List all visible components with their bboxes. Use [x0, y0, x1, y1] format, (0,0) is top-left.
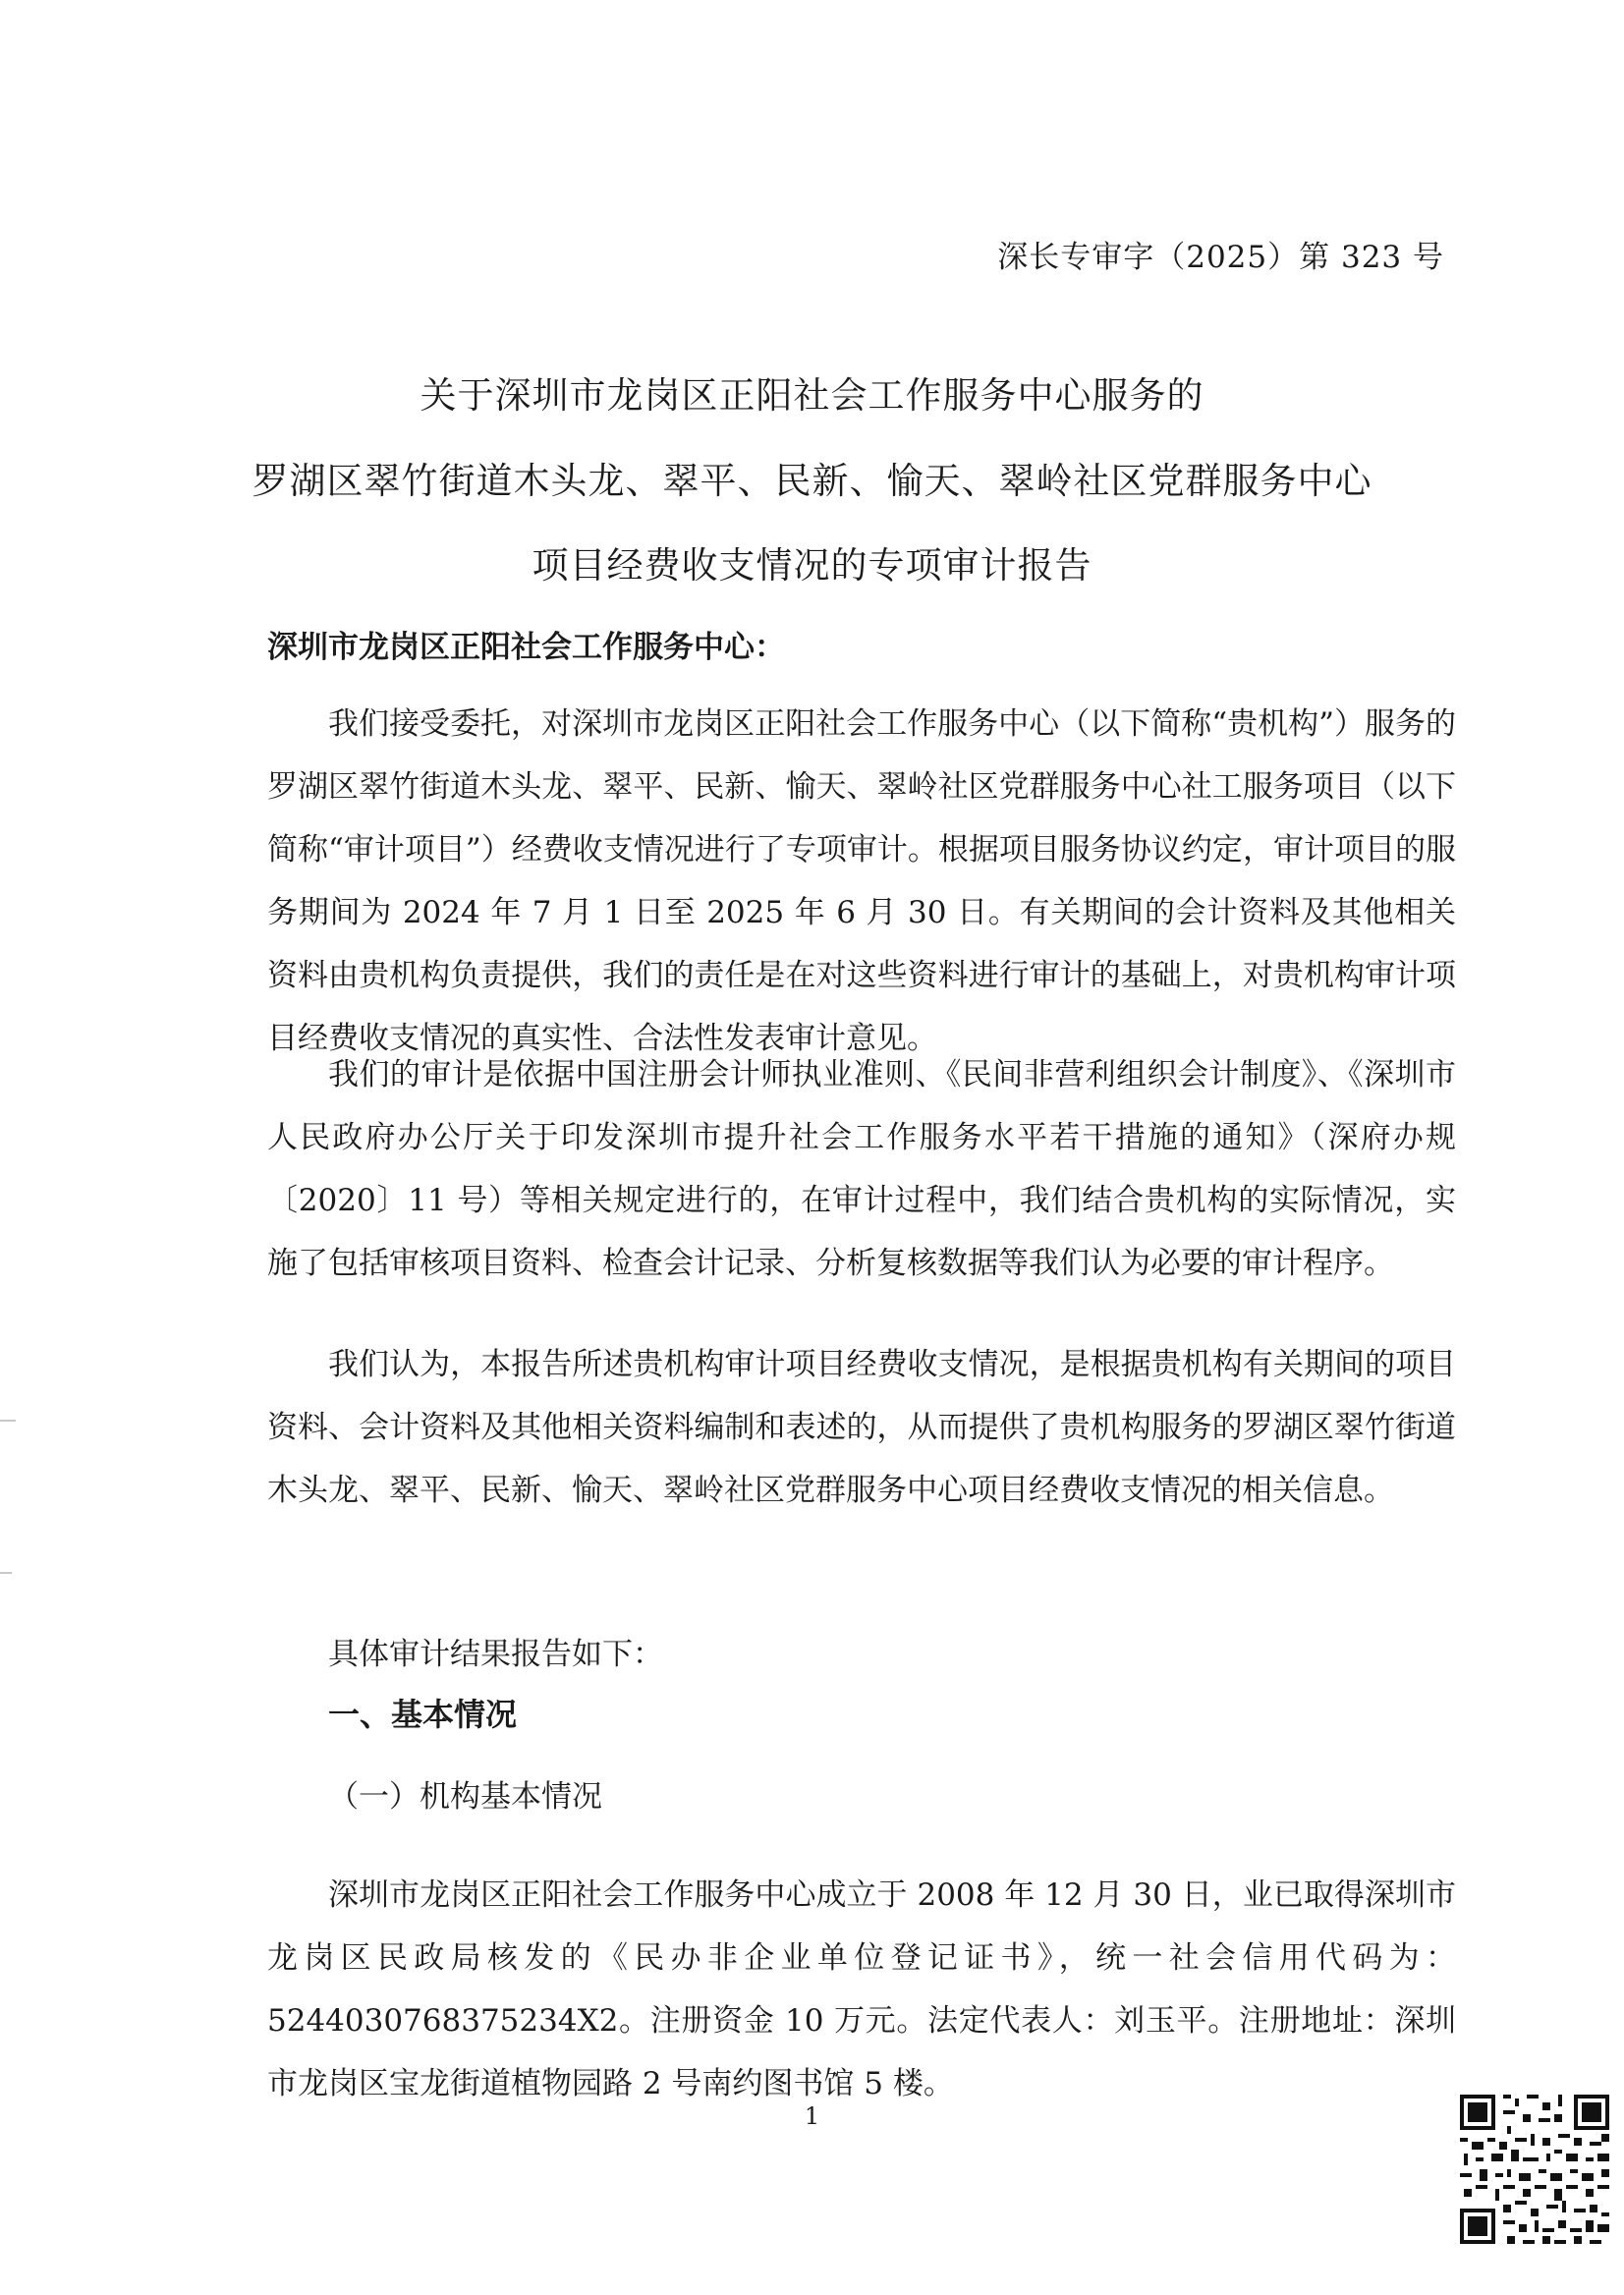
section-heading-basic-info: 一、基本情况 [328, 1696, 518, 1733]
edge-mark-left-1 [0, 1420, 16, 1422]
edge-mark-left-2 [0, 1572, 12, 1574]
doc-number: 深长专审字（2025）第 323 号 [997, 240, 1444, 275]
paragraph-engagement: 我们接受委托，对深圳市龙岗区正阳社会工作服务中心（以下简称“贵机构”）服务的罗湖区翠竹街道木头龙、翠平、民新、愉天、翠岭社区党群服务中心社工服务项目（以下简称“审计项目”）经费收支情况进行了专项审计。根据项目服务协议约定，审计项目的服务期间为 2024 年 7 月 1 日至 2025 年 6 月 30 日。有关期间的会计资料及其他相关资料由贵机构负责提供，我们的责任是在对这些资料进行审计的基础上，对贵机构审计项目经费收支情况的真实性、合法性发表审计意见。 [267, 706, 1456, 1056]
subsection-heading-org-info: （一）机构基本情况 [328, 1779, 602, 1815]
paragraph-results-intro: 具体审计结果报告如下： [328, 1637, 663, 1672]
qr-code-icon [1456, 2091, 1613, 2248]
paragraph-opinion: 我们认为，本报告所述贵机构审计项目经费收支情况，是根据贵机构有关期间的项目资料、会计资料及其他相关资料编制和表述的，从而提供了贵机构服务的罗湖区翠竹街道木头龙、翠平、民新、愉天、翠岭社区党群服务中心项目经费收支情况的相关信息。 [267, 1347, 1456, 1508]
addressee: 深圳市龙岗区正阳社会工作服务中心： [267, 630, 785, 665]
report-title-line-3: 项目经费收支情况的专项审计报告 [532, 544, 1092, 587]
paragraph-org-info: 深圳市龙岗区正阳社会工作服务中心成立于 2008 年 12 月 30 日，业已取得深圳市龙岗区民政局核发的《民办非企业单位登记证书》，统一社会信用代码为：5244030768375234X2。注册资金 10 万元。法定代表人：刘玉平。注册地址：深圳市龙岗区宝龙街道植物园路 2 号南约图书馆 5 楼。 [267, 1877, 1456, 2101]
report-title-line-1: 关于深圳市龙岗区正阳社会工作服务中心服务的 [420, 374, 1204, 417]
page-number: 1 [804, 2102, 820, 2130]
paragraph-audit-basis: 我们的审计是依据中国注册会计师执业准则、《民间非营利组织会计制度》、《深圳市人民政府办公厅关于印发深圳市提升社会工作服务水平若干措施的通知》（深府办规〔2020〕11 号）等相关规定进行的，在审计过程中，我们结合贵机构的实际情况，实施了包括审核项目资料、检查会计记录、分析复核数据等我们认为必要的审计程序。 [267, 1057, 1456, 1281]
report-title-line-2: 罗湖区翠竹街道木头龙、翠平、民新、愉天、翠岭社区党群服务中心 [252, 460, 1372, 502]
